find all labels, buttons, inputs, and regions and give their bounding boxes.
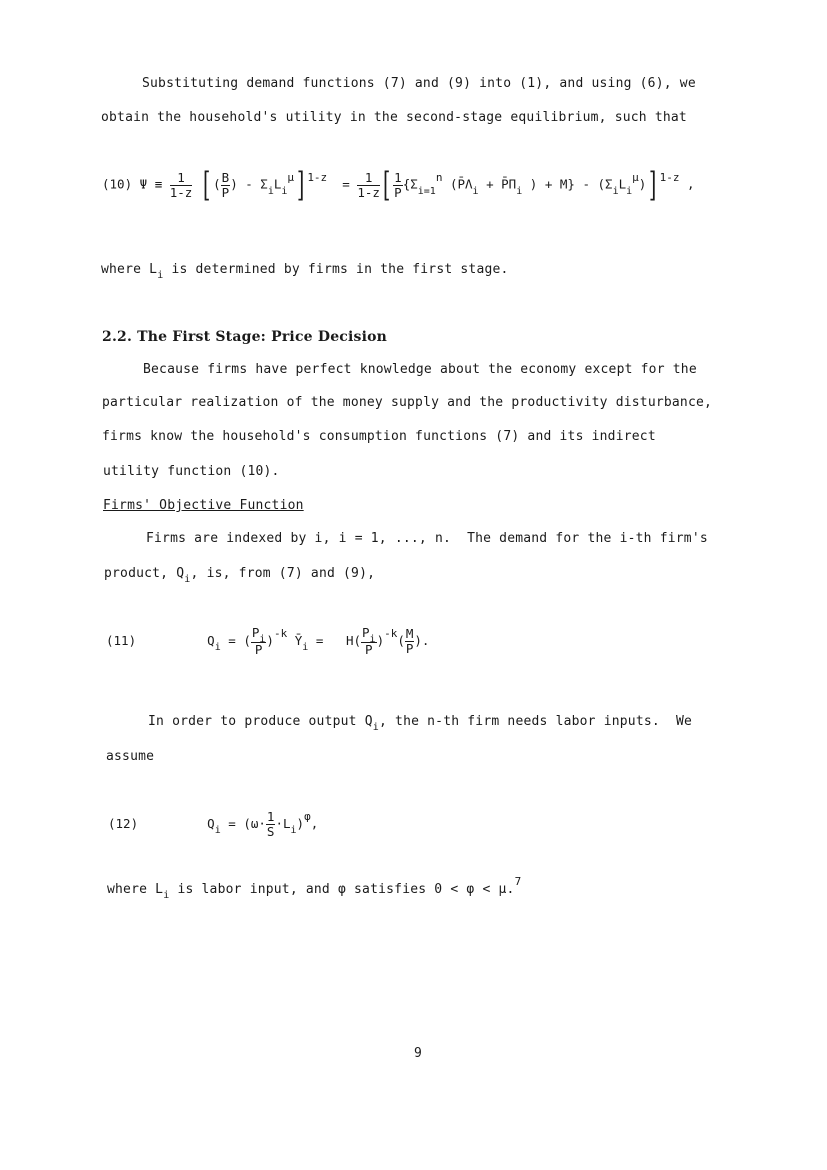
eq12-l: ·L (275, 816, 291, 831)
eq12-frac (266, 810, 276, 839)
eq11-m: M (405, 626, 414, 641)
eq10-mu2: μ (632, 170, 639, 184)
eq10-frac3 (393, 171, 403, 200)
paragraph2-line1: Because firms have perfect knowledge about the economy except for the (143, 362, 697, 377)
eq10-inner-sub: i (472, 185, 479, 197)
eq10-frac1 (170, 171, 193, 200)
where1-pre: where L (101, 262, 158, 277)
eq10-frac2-den: 1-z (357, 184, 380, 200)
eq10-sum2-sub: i (612, 185, 619, 197)
eq10-bracket2-close: ] (649, 165, 657, 205)
paragraph4-line1 (148, 714, 692, 731)
footnote-marker: 7 (514, 875, 522, 888)
paragraph3-line2-post: , is, from (7) and (9), (190, 566, 376, 581)
eq11-pbar2: P̄ (365, 642, 373, 657)
eq11-frac1-num (251, 626, 267, 643)
eq12-q: Q (207, 816, 215, 831)
eq10-plus: + P̄Π (486, 176, 517, 192)
eq10-psi: Ψ ≡ (139, 176, 163, 192)
eq10-L-sub: i (281, 185, 288, 197)
eq10-L: L (273, 176, 282, 192)
eq10-frac1-num: 1 (170, 171, 193, 186)
eq10-close: ) (638, 176, 647, 192)
eq10-label: (10) (102, 176, 133, 192)
paragraph4-line1-sub: i (372, 722, 379, 733)
paragraph3-line2-pre: product, Q (104, 566, 185, 581)
paragraph2-line3: firms know the household's consumption functions (7) and its indirect (102, 429, 656, 444)
eq10-mu: μ (287, 170, 295, 184)
eq10-frac-b (221, 171, 231, 200)
where2-sub: i (163, 890, 170, 901)
eq10-frac2 (357, 171, 380, 200)
equation-11: (11) $Q_i$ = ( $\frac{P_i}{P̄}$ )-k $Ȳ_i$ = H( $\frac{P_i}{P̄}$ )-k( $\frac{M}{P̄}$ ). (106, 625, 430, 657)
eq12-l-sub: i (290, 825, 297, 836)
eq11-ybar-sub: i (302, 642, 309, 653)
eq12-frac-num: 1 (266, 809, 275, 824)
where-line-1 (101, 262, 509, 279)
eq11-pbar: P̄ (254, 642, 263, 657)
eq11-frac2-num (361, 626, 377, 643)
eq11-frac2 (361, 626, 377, 657)
paragraph2-line2: particular realization of the money supply and the productivity disturbance, (102, 395, 713, 410)
paragraph4-line1-pre: In order to produce output Q (148, 714, 373, 729)
where2-post: is labor input, and φ satisfies 0 < φ < μ. (169, 882, 515, 897)
eq10-frac2-num: 1 (357, 171, 380, 186)
eq10-L2-sub: i (626, 185, 633, 197)
paragraph3-line2 (104, 566, 375, 583)
page-number: 9 (414, 1046, 422, 1061)
eq10-minus-sum: - Σ (245, 176, 268, 192)
eq10-plus-sub: i (516, 185, 523, 197)
paragraph4-line1-post: , the n-th firm needs labor inputs. We (378, 714, 693, 729)
equation-12 (108, 810, 318, 839)
eq11-eq1: = (228, 633, 236, 648)
eq11-ybar: Ȳ (294, 633, 303, 648)
eq10-plus-m: ) + M} - (Σ (529, 176, 613, 192)
eq10-sum-n: n (435, 170, 443, 184)
eq12-label: (12) (108, 816, 139, 831)
eq10-L2: L (618, 176, 627, 192)
eq11-pbar3: P̄ (405, 641, 414, 656)
eq11-q: Q (207, 633, 215, 648)
eq12-q-sub: i (214, 825, 221, 836)
eq11-k: -k (273, 627, 288, 640)
eq10-frac3-den: P̄ (394, 184, 402, 200)
eq10-pbar: P̄ (221, 184, 230, 200)
eq12-comma: , (310, 816, 319, 831)
eq10-frac1-den: 1-z (169, 184, 193, 200)
where-line-2 (107, 875, 522, 901)
eq10-equals: = (342, 176, 350, 192)
eq11-end: ). (414, 633, 430, 648)
eq11-p2-sub: i (369, 634, 376, 645)
paragraph4-line2: assume (106, 749, 155, 764)
eq10-bracket2-open: [ (382, 165, 391, 205)
eq10-sum-sub: i (267, 185, 274, 197)
eq10-exp: 1-z (307, 170, 328, 184)
eq11-frac1 (251, 626, 267, 657)
eq10-bracket-open: [ (202, 165, 211, 205)
eq11-q-sub: i (214, 642, 221, 653)
eq12-close: ) (296, 816, 305, 831)
subheading: Firms' Objective Function (103, 498, 304, 513)
eq10-frac3-num: 1 (394, 169, 402, 185)
eq10-sum-from: i=1 (417, 185, 436, 197)
where1-post: is determined by firms in the first stage. (163, 262, 509, 277)
eq11-p2: P (362, 625, 370, 640)
eq10-inner: (P̄Λ (449, 176, 473, 192)
paragraph2-line4: utility function (10). (103, 464, 280, 479)
eq12-phi: φ (304, 810, 311, 823)
eq11-p-sub: i (259, 634, 266, 645)
eq11-k2: -k (384, 627, 398, 640)
where2-pre: where L (107, 882, 164, 897)
where1-sub: i (157, 270, 164, 281)
eq12-frac-den: S (266, 824, 275, 839)
eq10-comma: , (687, 176, 695, 192)
eq11-p: P (251, 625, 260, 640)
eq11-eq2: = (315, 633, 324, 648)
eq10-bracket-close: ] (297, 165, 305, 205)
paragraph1-line2: obtain the household's utility in the second-stage equilibrium, such that (101, 110, 687, 125)
eq10-exp2: 1-z (659, 170, 680, 184)
paragraph1-line1: Substituting demand functions (7) and (9) into (1), and using (6), we (142, 76, 696, 91)
paragraph3-line1: Firms are indexed by i, i = 1, ..., n. The demand for the i-th firm's (146, 531, 708, 546)
eq10-b: B (221, 169, 230, 185)
eq11-h: H( (345, 633, 361, 648)
eq11-frac3 (405, 627, 415, 656)
eq12-eq: = (ω· (228, 816, 266, 831)
section-heading: 2.2. The First Stage: Price Decision (102, 329, 388, 345)
eq11-label: (11) (106, 633, 137, 648)
paragraph3-line2-sub: i (184, 574, 191, 585)
equation-10: (10) Ψ ≡ $\frac{1}{1-z}$ [ ( $\frac{B}{P̄}$ ) - $\Sigma_iL_i\mu$] 1-z = $\frac{1}{1-z}$ [ $\frac{1}{P̄}$ {$\Sigma_{i=1}n$ ($P̄\Lambda_i$ + $P̄\Pi_i$ ) + $M\} - (\Sigma_iL_i\mu)$] 1-z , (102, 165, 695, 205)
